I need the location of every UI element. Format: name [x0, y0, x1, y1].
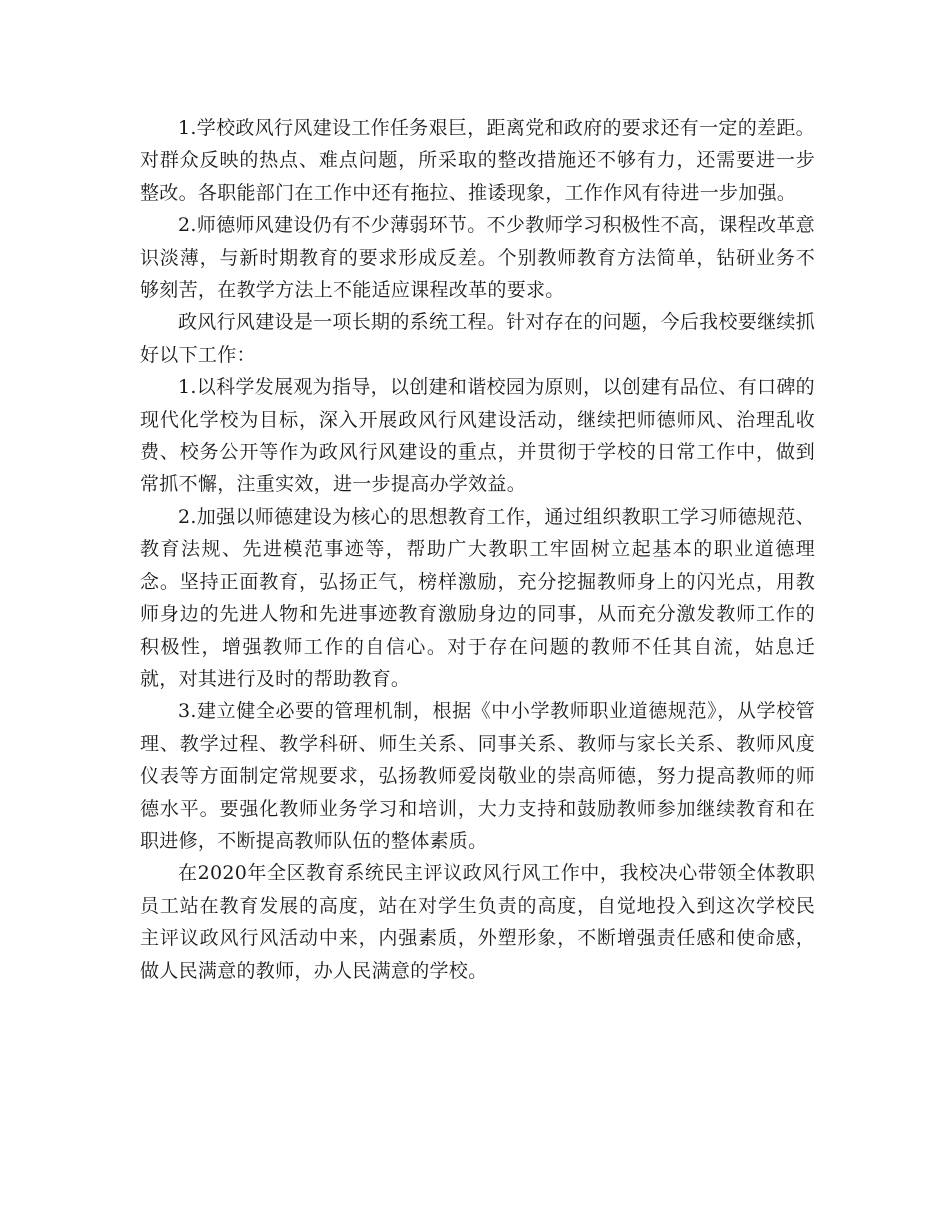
paragraph-measure-3: 3.建立健全必要的管理机制，根据《中小学教师职业道德规范》，从学校管理、教学过程、教学科研、师生关系、同事关系、教师与家长关系、教师风度仪表等方面制定常规要求，弘扬教师爱岗敬业的崇高师德，努力提高教师的师德水平。要强化教师业务学习和培训，大力支持和鼓励教师参加继续教育和在职进修，不断提高教师队伍的整体素质。 — [140, 700, 815, 852]
paragraph-problem-2: 2.师德师风建设仍有不少薄弱环节。不少教师学习积极性不高，课程改革意识淡薄，与新时期教育的要求形成反差。个别教师教育方法简单，钻研业务不够刻苦，在教学方法上不能适应课程改革的要求。 — [140, 214, 815, 302]
document-body — [140, 112, 815, 987]
paragraph-measure-2: 2.加强以师德建设为核心的思想教育工作，通过组织教职工学习师德规范、教育法规、先进模范事迹等，帮助广大教职工牢固树立起基本的职业道德理念。坚持正面教育，弘扬正气，榜样激励，充分挖掘教师身上的闪光点，用教师身边的先进人物和先进事迹教育激励身边的同事，从而充分激发教师工作的积极性，增强教师工作的自信心。对于存在问题的教师不任其自流，姑息迁就，对其进行及时的帮助教育。 — [140, 505, 815, 690]
paragraph-transition: 政风行风建设是一项长期的系统工程。针对存在的问题，今后我校要继续抓好以下工作： — [140, 311, 815, 366]
paragraph-conclusion: 在2020年全区教育系统民主评议政风行风工作中，我校决心带领全体教职员工站在教育发展的高度，站在对学生负责的高度，自觉地投入到这次学校民主评议政风行风活动中来，内强素质，外塑形象，不断增强责任感和使命感，做人民满意的教师，办人民满意的学校。 — [140, 862, 815, 982]
paragraph-problem-1: 1.学校政风行风建设工作任务艰巨，距离党和政府的要求还有一定的差距。对群众反映的热点、难点问题，所采取的整改措施还不够有力，还需要进一步整改。各职能部门在工作中还有拖拉、推诿现象，工作作风有待进一步加强。 — [140, 117, 815, 204]
paragraph-measure-1: 1.以科学发展观为指导，以创建和谐校园为原则，以创建有品位、有口碑的现代化学校为目标，深入开展政风行风建设活动，继续把师德师风、治理乱收费、校务公开等作为政风行风建设的重点，并贯彻于学校的日常工作中，做到常抓不懈，注重实效，进一步提高办学效益。 — [140, 376, 815, 496]
